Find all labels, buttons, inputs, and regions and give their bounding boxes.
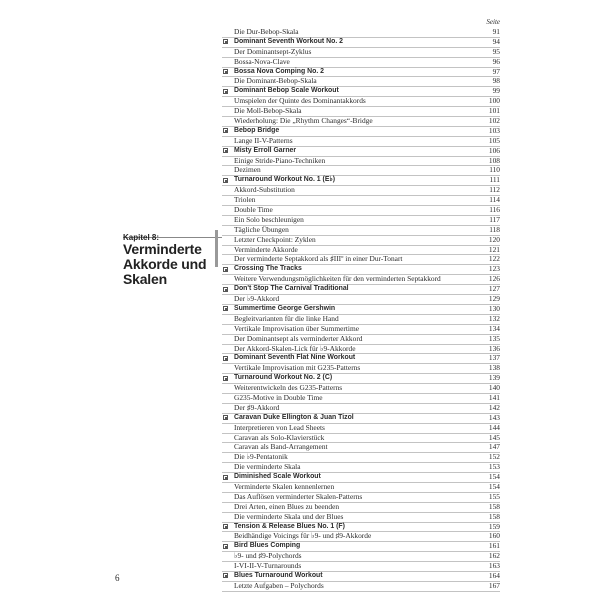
toc-entry-title: Vertikale Improvisation mit G235-Patterns (234, 363, 361, 373)
toc-entry-page: 117 (489, 214, 500, 224)
toc-entry-title: G235-Motive in Double Time (234, 392, 323, 402)
toc-entry-title: Diminished Scale Workout (234, 473, 321, 481)
toc-entry-title: Der verminderte Septakkord als ♯IIIº in einer Dur-Tonart (234, 254, 403, 264)
toc-entry-page: 167 (488, 580, 500, 590)
toc-entry-page: 140 (488, 383, 500, 393)
toc-entry (222, 582, 500, 592)
audio-track-icon (223, 69, 228, 74)
toc-entry-page: 121 (488, 244, 500, 254)
audio-track-icon (223, 306, 228, 311)
toc-entry-page: 108 (488, 155, 500, 165)
toc-entry-page: 96 (492, 56, 500, 66)
toc-entry (222, 117, 500, 127)
toc-entry-page: 155 (488, 491, 500, 501)
toc-entry-page: 147 (488, 442, 500, 452)
toc-entry-title: Der ♯9-Akkord (234, 402, 280, 412)
toc-entry-title: Vertikale Improvisation über Summertime (234, 323, 359, 333)
toc-entry-page: 116 (489, 205, 500, 215)
toc-entry-page: 103 (488, 125, 500, 135)
toc-entry-title: Dezimen (234, 165, 261, 175)
toc-entry (222, 77, 500, 87)
toc-entry-title: Die Dur-Bebop-Skala (234, 27, 299, 36)
toc-entry-page: 91 (492, 27, 500, 36)
seite-header: Seite (486, 18, 500, 26)
toc-entry-title: Der Dominantsept als verminderter Akkord (234, 333, 363, 343)
toc-entry-page: 110 (489, 165, 500, 175)
audio-track-icon (223, 573, 228, 578)
audio-track-icon (223, 39, 228, 44)
toc-entry-title: Letzte Aufgaben – Polychords (234, 580, 324, 590)
toc-entry (222, 345, 500, 355)
toc-entry-page: 159 (488, 521, 500, 531)
table-of-contents (222, 28, 500, 592)
toc-entry-page: 123 (488, 264, 500, 274)
toc-entry (222, 255, 500, 265)
toc-entry-title: ♭9- und ♯9-Polychords (234, 551, 302, 561)
toc-entry (222, 157, 500, 167)
toc-entry-title: Der Dominantsept-Zyklus (234, 46, 312, 56)
toc-entry-title: I-VI-II-V-Turnarounds (234, 561, 302, 571)
toc-entry-page: 158 (488, 511, 500, 521)
toc-entry-title: Einige Stride-Piano-Techniken (234, 155, 326, 165)
toc-entry (222, 166, 500, 176)
chapter-heading (123, 233, 215, 287)
toc-entry-title: Die Dominant-Bebop-Skala (234, 76, 317, 86)
toc-entry-title: Verminderte Akkorde (234, 244, 298, 254)
toc-entry-page: 160 (488, 531, 500, 541)
toc-entry-title: Ein Solo beschleunigen (234, 214, 304, 224)
page-number: 6 (115, 573, 120, 583)
audio-track-icon (223, 178, 228, 183)
toc-entry-page: 136 (488, 343, 500, 353)
toc-entry-title: Caravan Duke Ellington & Juan Tizol (234, 413, 354, 421)
toc-entry (222, 404, 500, 414)
toc-entry (222, 137, 500, 147)
toc-entry-page: 144 (488, 422, 500, 432)
toc-entry-page: 112 (489, 185, 500, 195)
toc-entry-title: Verminderte Skalen kennenlernen (234, 481, 335, 491)
toc-entry-page: 142 (488, 402, 500, 412)
toc-entry-title: Crossing The Tracks (234, 265, 302, 273)
toc-entry-title: Weiterentwickeln des G235-Patterns (234, 383, 343, 393)
toc-entry-title: Dominant Seventh Workout No. 2 (234, 37, 343, 45)
audio-track-icon (223, 89, 228, 94)
toc-entry-page: 127 (488, 284, 500, 294)
toc-entry-title: Bossa Nova Comping No. 2 (234, 67, 324, 75)
toc-entry-title: Der ♭9-Akkord (234, 294, 280, 304)
toc-entry-title: Tägliche Übungen (234, 224, 289, 234)
toc-entry-page: 154 (488, 472, 500, 482)
toc-entry-title: Triolen (234, 195, 256, 205)
audio-track-icon (223, 415, 228, 420)
audio-track-icon (223, 544, 228, 549)
toc-entry-title: Die verminderte Skala und der Blues (234, 511, 344, 521)
toc-entry-page: 129 (488, 294, 500, 304)
audio-track-icon (223, 148, 228, 153)
toc-entry-page: 99 (492, 86, 500, 96)
toc-entry-title: Die verminderte Skala (234, 462, 301, 472)
toc-entry-title: Interpretieren von Lead Sheets (234, 422, 325, 432)
toc-entry-title: Tension & Release Blues No. 1 (F) (234, 522, 345, 530)
toc-entry-title: Drei Arten, einen Blues zu beenden (234, 501, 340, 511)
toc-entry-page: 98 (492, 76, 500, 86)
toc-entry (222, 58, 500, 68)
toc-entry-title: Turnaround Workout No. 1 (E♭) (234, 176, 335, 184)
toc-entry-page: 162 (488, 551, 500, 561)
toc-entry-title: Letzter Checkpoint: Zyklen (234, 234, 316, 244)
chapter-marker-bar (215, 230, 218, 267)
toc-entry-page: 126 (488, 274, 500, 284)
toc-entry-page: 130 (488, 303, 500, 313)
audio-track-icon (223, 356, 228, 361)
toc-entry-title: Begleitvarianten für die linke Hand (234, 313, 339, 323)
toc-entry-page: 118 (489, 224, 500, 234)
toc-entry-title: Die Moll-Bebop-Skala (234, 106, 302, 116)
toc-entry-title: Wiederholung: Die „Rhythm Changes“-Bridge (234, 116, 373, 126)
toc-entry (222, 186, 500, 196)
toc-entry-title: Caravan als Solo-Klavierstück (234, 432, 325, 442)
toc-entry (222, 295, 500, 305)
chapter-title-line1: Verminderte (123, 241, 202, 257)
toc-entry-title: Weitere Verwendungsmöglichkeiten für den verminderten Septakkord (234, 274, 441, 284)
audio-track-icon (223, 267, 228, 272)
toc-entry-title: Lange II-V-Patterns (234, 135, 293, 145)
toc-entry-page: 100 (488, 96, 500, 106)
audio-track-icon (223, 475, 228, 480)
toc-entry-page: 95 (492, 46, 500, 56)
toc-entry-page: 132 (488, 313, 500, 323)
toc-entry-title: Dominant Seventh Flat Nine Workout (234, 354, 356, 362)
toc-entry-page: 94 (492, 36, 500, 46)
toc-entry-page: 152 (488, 452, 500, 462)
toc-entry-title: Don't Stop The Carnival Traditional (234, 285, 349, 293)
toc-entry-page: 137 (488, 353, 500, 363)
toc-entry-title: Double Time (234, 205, 273, 215)
toc-entry-page: 101 (488, 106, 500, 116)
toc-entry-page: 154 (488, 481, 500, 491)
toc-entry-page: 138 (488, 363, 500, 373)
toc-entry-page: 114 (489, 195, 500, 205)
chapter-number: Kapitel 8: (123, 233, 160, 242)
toc-entry-page: 135 (488, 333, 500, 343)
toc-entry-title: Akkord-Substitution (234, 185, 295, 195)
toc-entry-page: 161 (488, 541, 500, 551)
toc-entry-page: 105 (488, 135, 500, 145)
toc-entry-page: 111 (489, 175, 500, 185)
toc-entry-title: Bossa-Nova-Clave (234, 56, 290, 66)
toc-entry-page: 97 (492, 66, 500, 76)
toc-entry (222, 275, 500, 285)
chapter-title-line2: Akkorde und Skalen (123, 256, 207, 287)
toc-entry-title: Turnaround Workout No. 2 (C) (234, 374, 333, 382)
toc-entry-page: 153 (488, 462, 500, 472)
toc-entry-page: 143 (488, 412, 500, 422)
toc-entry-title: Bebop Bridge (234, 126, 280, 134)
audio-track-icon (223, 524, 228, 529)
toc-entry (222, 562, 500, 572)
toc-entry-title: Beidhändige Voicings für ♭9- und ♯9-Akkorde (234, 531, 372, 541)
toc-entry-title: Dominant Bebop Scale Workout (234, 87, 339, 95)
toc-entry-page: 141 (488, 392, 500, 402)
toc-entry-page: 158 (488, 501, 500, 511)
toc-entry (222, 513, 500, 523)
toc-entry (222, 364, 500, 374)
toc-entry-page: 106 (488, 145, 500, 155)
toc-entry-page: 120 (488, 234, 500, 244)
toc-entry-title: Blues Turnaround Workout (234, 571, 323, 579)
toc-entry-page: 145 (488, 432, 500, 442)
toc-entry-title: Das Auflösen verminderter Skalen-Patterns (234, 491, 363, 501)
toc-entry-page: 139 (488, 373, 500, 383)
toc-entry (222, 463, 500, 473)
toc-entry (222, 532, 500, 542)
toc-entry-title: Umspielen der Quinte des Dominantakkords (234, 96, 366, 106)
toc-entry-page: 102 (488, 116, 500, 126)
audio-track-icon (223, 128, 228, 133)
audio-track-icon (223, 376, 228, 381)
toc-entry (222, 28, 500, 38)
toc-entry-page: 122 (488, 254, 500, 264)
toc-entry-title: Summertime George Gershwin (234, 304, 336, 312)
toc-entry-title: Die ♭9-Pentatonik (234, 452, 288, 462)
toc-entry-title: Der Akkord-Skalen-Lick für ♭9-Akkorde (234, 343, 356, 353)
toc-entry-title: Misty Erroll Garner (234, 146, 297, 154)
toc-entry-page: 164 (488, 570, 500, 580)
audio-track-icon (223, 287, 228, 292)
toc-entry-page: 163 (488, 561, 500, 571)
toc-entry-title: Bird Blues Comping (234, 542, 301, 550)
toc-entry-title: Caravan als Band-Arrangement (234, 442, 328, 452)
toc-entry-page: 134 (488, 323, 500, 333)
